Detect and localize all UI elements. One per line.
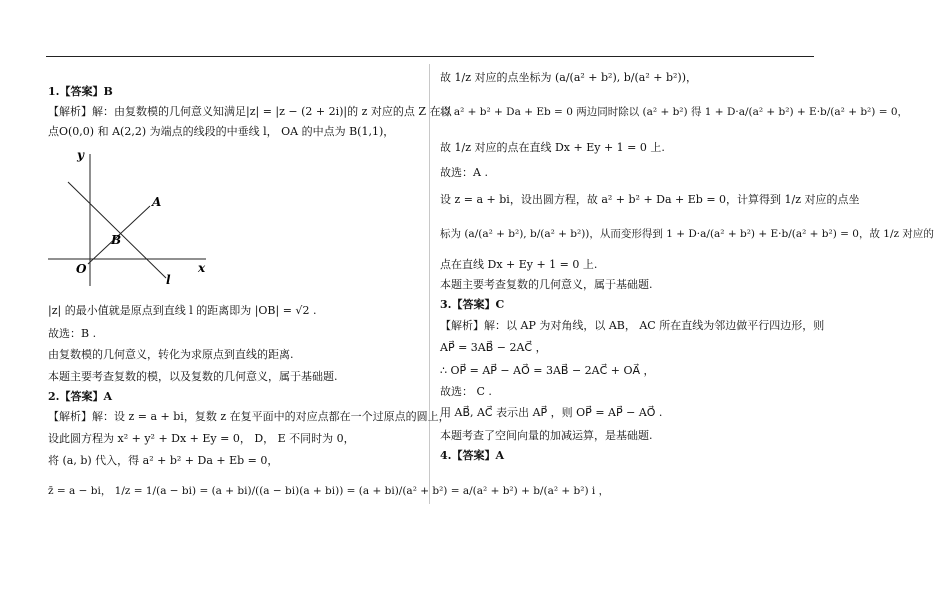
q3-analysis-line-3: ∴ OP⃗ = AP⃗ − AO⃗ = 3AB⃗ − 2AC⃗ + OA⃗ ， [440,364,655,377]
q3-analysis-line-1: 【解析】解：以 AP 为对角线，以 AB， AC 所在直线为邻边做平行四边形，则 [440,319,825,332]
q3-analysis-line-2: AP⃗ = 3AB⃗ − 2AC⃗ ， [440,341,547,354]
point-b-label: B [111,233,122,247]
q2-analysis-line-4: z̄ = a − bi， 1/z = 1/(a − bi) = (a + bi)/((a − bi)(a + bi)) = (a + bi)/(a² + b²) = a/(a² + b²) + b/(a² + b²) i ， [48,485,610,497]
q2-divide-step: 将 a² + b² + Da + Eb = 0 两边同时除以 (a² + b²) 得 1 + D·a/(a² + b²) + E·b/(a² + b²) = 0， [440,106,909,118]
q2-analysis-line-1: 【解析】解：设 z = a + bi，复数 z 在复平面中的对应点都在一个过原点的圆上， [48,410,450,423]
q2-comment: 本题主要考查复数的几何意义，属于基础题. [440,278,653,291]
q1-answer: 1.【答案】B [48,85,113,98]
point-a-label: A [152,195,162,209]
header-rule [46,56,814,57]
q2-point-coordinates: 故 1/z 对应的点坐标为 (a/(a² + b²), b/(a² + b²))， [440,71,698,84]
q3-summary: 用 AB⃗, AC⃗ 表示出 AP⃗ ，则 OP⃗ = AP⃗ − AO⃗ . [440,406,663,419]
q1-analysis-line-3: |z| 的最小值就是原点到直线 l 的距离即为 |OB| = √2 . [48,304,317,317]
perpendicular-bisector-graph [48,146,218,286]
q1-choice: 故选：B . [48,327,97,340]
q2-summary-line-3: 点在直线 Dx + Ey + 1 = 0 上. [440,258,598,271]
line-l-label: l [166,273,171,287]
q2-answer: 2.【答案】A [48,390,113,403]
q2-analysis-line-2: 设此圆方程为 x² + y² + Dx + Ey = 0， D， E 不同时为 0， [48,432,355,445]
q3-choice: 故选： C . [440,385,492,398]
q1-analysis-line-1: 【解析】解：由复数模的几何意义知满足|z| = |z − (2 + 2i)|的 z 对应的点 Z 在以 [48,105,452,118]
q3-answer: 3.【答案】C [440,298,505,311]
q2-conclusion: 故 1/z 对应的点在直线 Dx + Ey + 1 = 0 上. [440,141,665,154]
q2-choice: 故选：A . [440,166,488,179]
q1-analysis-line-2: 点O(0,0) 和 A(2,2) 为端点的线段的中垂线 l， OA 的中点为 B(1,1)， [48,125,395,138]
column-divider [429,64,430,504]
q2-summary-line-2: 标为 (a/(a² + b²), b/(a² + b²))，从而变形得到 1 + D·a/(a² + b²) + E·b/(a² + b²) = 0，故 1/z 对应的 [440,228,934,240]
q1-comment: 本题主要考查复数的模，以及复数的几何意义，属于基础题. [48,370,338,383]
q1-summary: 由复数模的几何意义，转化为求原点到直线的距离. [48,348,294,361]
y-axis-label: y [77,148,84,162]
q4-answer: 4.【答案】A [440,449,505,462]
q2-analysis-line-3: 将 (a, b) 代入，得 a² + b² + Da + Eb = 0， [48,454,279,467]
origin-label: O [76,262,87,276]
q3-comment: 本题考查了空间向量的加减运算，是基础题. [440,429,653,442]
x-axis-label: x [198,261,206,275]
q2-summary-line-1: 设 z = a + bi，设出圆方程，故 a² + b² + Da + Eb = 0，计算得到 1/z 对应的点坐 [440,193,860,206]
